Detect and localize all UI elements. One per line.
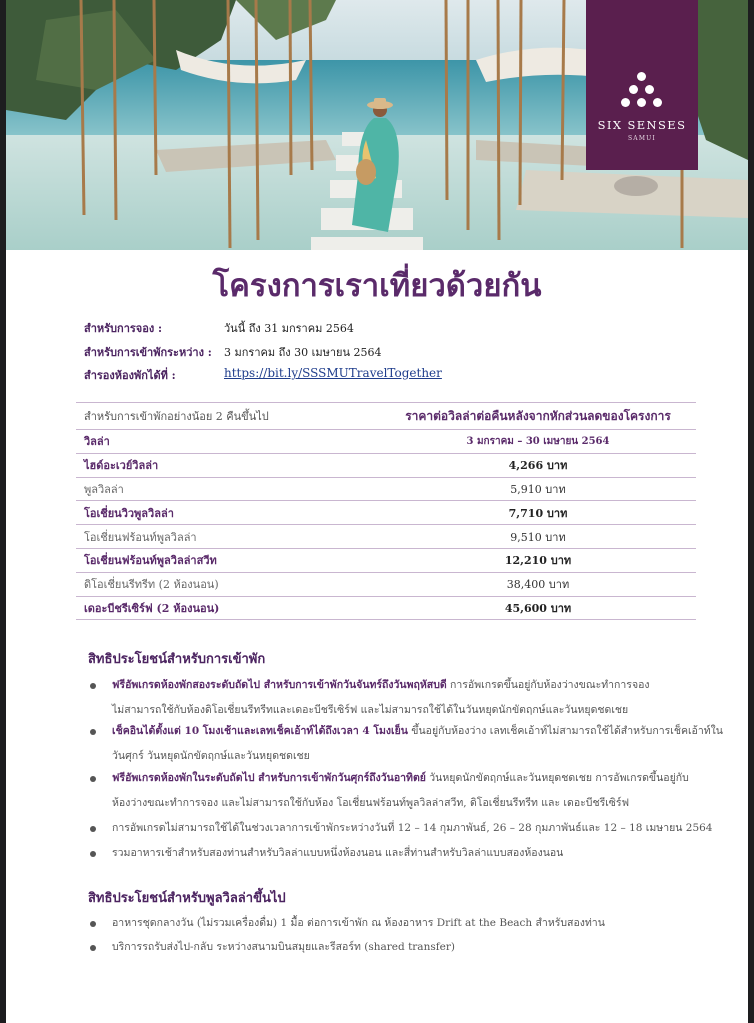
min-stay-note: สำหรับการเข้าพักอย่างน้อย 2 คืนขึ้นไป	[76, 403, 380, 430]
list-item	[90, 766, 740, 816]
table-header-row	[76, 403, 696, 430]
table-row	[76, 501, 696, 525]
brand-name: SIX SENSES	[597, 118, 687, 132]
logo-dots-icon	[612, 72, 672, 122]
hero-photo	[6, 0, 748, 250]
table-row	[76, 525, 696, 549]
table-subheader-row	[76, 430, 696, 454]
six-senses-logo	[586, 0, 698, 170]
pool-benefits-heading: สิทธิประโยชน์สำหรับพูลวิลล่าขึ้นไป	[88, 891, 286, 906]
villa-header: วิลล่า	[76, 430, 380, 454]
villa-price: 9,510 บาท	[380, 525, 696, 549]
benefit-text: รวมอาหารเช้าสำหรับสองท่านสำหรับวิลล่าแบบหนึ่งห้องนอน และสี่ท่านสำหรับวิลล่าแบบสองห้องนอน	[112, 847, 564, 859]
table-row	[76, 596, 696, 620]
bullet-icon	[90, 826, 96, 832]
date-range: 3 มกราคม – 30 เมษายน 2564	[380, 430, 696, 454]
benefit-text-cont: วันศุกร์ วันหยุดนักขัตฤกษ์และวันหยุดชดเชย	[112, 750, 310, 762]
booking-period-label: สำหรับการจอง :	[84, 322, 163, 335]
bullet-icon	[90, 683, 96, 689]
list-item	[90, 911, 740, 937]
pool-benefit-text: อาหารชุดกลางวัน (ไม่รวมเครื่องดื่ม) 1 มื้อ ต่อการเข้าพัก ณ ห้องอาหาร Drift at the Beach สำหรับสองท่าน	[112, 917, 605, 929]
table-row	[76, 548, 696, 572]
villa-price: 5,910 บาท	[380, 477, 696, 501]
benefit-text-cont: ไม่สามารถใช้กับห้องดิโอเชี่ยนรีทรีทและเดอะบีชรีเซิร์ฟ และไม่สามารถใช้ได้ในวันหยุดนักขัตฤกษ์และวันหยุดชดเชย	[112, 704, 629, 716]
flyer-page	[6, 0, 748, 1023]
list-item	[90, 673, 740, 723]
villa-name: ไฮด์อะเวย์วิลล่า	[76, 453, 380, 477]
page-title: โครงการเราเที่ยวด้วยกัน	[212, 268, 542, 304]
bullet-icon	[90, 729, 96, 735]
villa-name: โอเชี่ยนฟร้อนท์พูลวิลล่าสวีท	[76, 548, 380, 572]
villa-price: 45,600 บาท	[380, 596, 696, 620]
price-header: ราคาต่อวิลล่าต่อคืนหลังจากหักส่วนลดของโครงการ	[380, 403, 696, 430]
booking-link-label: สำรองห้องพักได้ที่ :	[84, 369, 176, 382]
rate-table	[76, 402, 696, 620]
benefit-highlight: เช็คอินได้ตั้งแต่ 10 โมงเช้าและเลทเช็คเอ้าท์ได้ถึงเวลา 4 โมงเย็น	[112, 725, 408, 737]
bullet-icon	[90, 921, 96, 927]
bullet-icon	[90, 945, 96, 951]
stay-period-label: สำหรับการเข้าพักระหว่าง :	[84, 346, 212, 359]
villa-name: โอเชี่ยนฟร้อนท์พูลวิลล่า	[76, 525, 380, 549]
villa-price: 12,210 บาท	[380, 548, 696, 572]
villa-name: เดอะบีชรีเซิร์ฟ (2 ห้องนอน)	[76, 596, 380, 620]
list-item	[90, 841, 740, 867]
booking-link[interactable]: https://bit.ly/SSSMUTravelTogether	[224, 366, 442, 380]
villa-name: พูลวิลล่า	[76, 477, 380, 501]
benefit-text: วันหยุดนักขัตฤกษ์และวันหยุดชดเชย การอัพเกรดขึ้นอยู่กับ	[425, 772, 689, 784]
list-item	[90, 719, 740, 769]
table-row	[76, 477, 696, 501]
villa-price: 7,710 บาท	[380, 501, 696, 525]
benefits-heading: สิทธิประโยชน์สำหรับการเข้าพัก	[88, 652, 266, 667]
benefit-text: ขึ้นอยู่กับห้องว่าง เลทเช็คเอ้าท์ไม่สามารถใช้ได้สำหรับการเช็คเอ้าท์ใน	[407, 725, 723, 737]
benefit-highlight: ฟรีอัพเกรดห้องพักในระดับถัดไป สำหรับการเข้าพักวันศุกร์ถึงวันอาทิตย์	[112, 772, 426, 784]
villa-name: โอเชี่ยนวิวพูลวิลล่า	[76, 501, 380, 525]
table-row	[76, 453, 696, 477]
list-item	[90, 935, 740, 961]
villa-price: 38,400 บาท	[380, 572, 696, 596]
benefit-text-cont: ห้องว่างขณะทำการจอง และไม่สามารถใช้กับห้อง โอเชี่ยนฟร้อนท์พูลวิลล่าสวีท, ดิโอเชี่ยนรีทรีท และ เดอะบีชรีเซิร์ฟ	[112, 797, 630, 809]
benefit-text: การอัพเกรดไม่สามารถใช้ได้ในช่วงเวลาการเข้าพักระหว่างวันที่ 12 – 14 กุมภาพันธ์, 26 – 28 กุมภาพันธ์และ 12 – 18 เมษายน 2564	[112, 822, 713, 834]
list-item	[90, 816, 740, 842]
stay-period-value: 3 มกราคม ถึง 30 เมษายน 2564	[224, 346, 382, 359]
brand-location: SAMUI	[627, 135, 656, 142]
villa-name: ดิโอเชี่ยนรีทรีท (2 ห้องนอน)	[76, 572, 380, 596]
villa-price: 4,266 บาท	[380, 453, 696, 477]
benefit-text: การอัพเกรดขึ้นอยู่กับห้องว่างขณะทำการจอง	[446, 679, 650, 691]
pool-benefit-text: บริการรถรับส่งไป-กลับ ระหว่างสนามบินสมุยและรีสอร์ท (shared transfer)	[112, 941, 455, 953]
benefit-highlight: ฟรีอัพเกรดห้องพักสองระดับถัดไป สำหรับการเข้าพักวันจันทร์ถึงวันพฤหัสบดี	[112, 679, 447, 691]
table-row	[76, 572, 696, 596]
booking-period-value: วันนี้ ถึง 31 มกราคม 2564	[224, 322, 354, 335]
bullet-icon	[90, 776, 96, 782]
bullet-icon	[90, 851, 96, 857]
